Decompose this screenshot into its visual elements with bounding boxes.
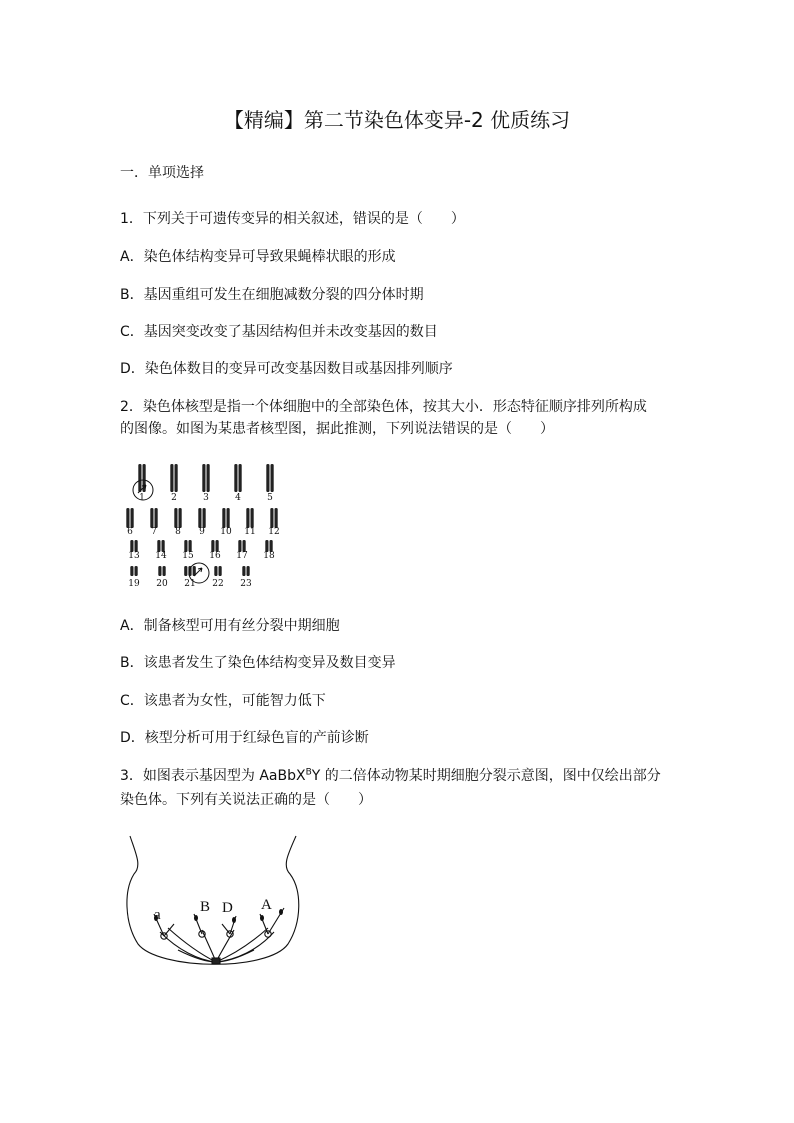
karyotype-number: 5 — [267, 493, 273, 503]
chromosome-3 — [202, 464, 205, 492]
q1-option-d: D．染色体数目的变异可改变基因数目或基因排列顺序 — [120, 361, 453, 377]
karyotype-circle-21 — [189, 563, 209, 583]
karyotype-figure — [120, 456, 290, 594]
karyotype-number: 20 — [156, 579, 168, 589]
gene-label-a-upper: A — [261, 897, 272, 913]
q2-option-b: B．该患者发生了染色体结构变异及数目变异 — [120, 655, 396, 671]
chromosome-21 — [184, 566, 187, 576]
karyotype-number: 22 — [212, 579, 224, 589]
chromosome-10 — [227, 508, 230, 528]
karyotype-number: 18 — [263, 551, 275, 561]
chromosome-4 — [234, 464, 237, 492]
karyotype-number: 23 — [240, 579, 252, 589]
q3-stem-part1: 3．如图表示基因型为 AaBbX — [120, 768, 306, 784]
chromosome-4 — [239, 464, 242, 492]
chromosome-8 — [174, 508, 177, 528]
karyotype-number: 3 — [203, 493, 209, 503]
chromosome-5 — [266, 464, 269, 492]
chromosome-11 — [251, 508, 254, 528]
chromosome-19 — [135, 566, 138, 576]
chromosome-6 — [131, 508, 134, 528]
karyotype-number: 2 — [171, 493, 177, 503]
chromosome-20 — [158, 566, 161, 576]
q2-option-c: C．该患者为女性，可能智力低下 — [120, 693, 326, 709]
karyotype-number: 8 — [175, 527, 181, 537]
karyotype-number: 19 — [128, 579, 140, 589]
chromosome-23 — [242, 566, 245, 576]
gene-label-a: a — [154, 907, 161, 923]
karyotype-number: 6 — [127, 527, 133, 537]
spindle-fiber — [216, 930, 234, 962]
karyotype-number: 16 — [209, 551, 221, 561]
karyotype-number: 9 — [199, 527, 205, 537]
karyotype-number: 14 — [155, 551, 167, 561]
gene-locus — [194, 915, 198, 921]
page-title: 【精编】第二节染色体变异-2 优质练习 — [223, 108, 571, 132]
karyotype-number: 7 — [151, 527, 157, 537]
q1-option-a: A．染色体结构变异可导致果蝇棒状眼的形成 — [120, 249, 396, 265]
chromosome-19 — [130, 566, 133, 576]
karyotype-number: 15 — [182, 551, 194, 561]
q3-stem-line1 — [120, 765, 661, 785]
chromosome-d — [222, 924, 230, 934]
chromosome-10 — [222, 508, 225, 528]
karyotype-number: 4 — [235, 493, 241, 503]
chromosome-12 — [275, 508, 278, 528]
chromosome-2 — [170, 464, 173, 492]
chromosome-9 — [203, 508, 206, 528]
q2-option-a: A．制备核型可用有丝分裂中期细胞 — [120, 618, 340, 634]
q2-stem-line1: 2．染色体核型是指一个体细胞中的全部染色体，按其大小．形态特征顺序排列所构成 — [120, 399, 647, 415]
karyotype-number: 11 — [244, 527, 256, 537]
karyotype-chromosomes — [126, 464, 280, 576]
karyotype-number: 21 — [184, 579, 196, 589]
gene-locus — [260, 915, 264, 921]
chromosome-7 — [155, 508, 158, 528]
chromosome-20 — [163, 566, 166, 576]
q3-stem-sup: B — [305, 767, 312, 778]
karyotype-number: 10 — [220, 527, 232, 537]
karyotype-number: 1 — [139, 493, 145, 503]
chromosome-9 — [198, 508, 201, 528]
q1-stem: 1．下列关于可遗传变异的相关叙述，错误的是（ ） — [120, 211, 465, 227]
chromosome-11 — [246, 508, 249, 528]
chromosome-12 — [270, 508, 273, 528]
chromosome-3 — [207, 464, 210, 492]
q2-option-d: D．核型分析可用于红绿色盲的产前诊断 — [120, 730, 369, 746]
chromosome-1 — [138, 464, 141, 492]
chromosome-8 — [179, 508, 182, 528]
chromosome-22 — [219, 566, 222, 576]
chromosome-2 — [175, 464, 178, 492]
chromosome-a — [164, 924, 174, 936]
q1-option-c: C．基因突变改变了基因结构但并未改变基因的数目 — [120, 324, 438, 340]
cell-division-figure — [118, 832, 308, 982]
karyotype-number: 12 — [268, 527, 280, 537]
spindle-fiber — [202, 930, 216, 962]
chromosome-23 — [247, 566, 250, 576]
chromosome-6 — [126, 508, 129, 528]
q1-option-b: B．基因重组可发生在细胞减数分裂的四分体时期 — [120, 287, 424, 303]
q2-stem-line2: 的图像。如图为某患者核型图，据此推测，下列说法错误的是（ ） — [120, 421, 554, 437]
spindle-fiber — [178, 950, 216, 962]
section-heading: 一．单项选择 — [120, 165, 204, 181]
chromosome-22 — [214, 566, 217, 576]
gene-label-d: D — [222, 900, 233, 916]
cell-membrane — [127, 836, 299, 964]
gene-locus — [232, 917, 236, 923]
karyotype-numbers — [127, 493, 280, 589]
karyotype-number: 17 — [236, 551, 248, 561]
chromosome-7 — [150, 508, 153, 528]
gene-label-b: B — [200, 899, 211, 915]
karyotype-number: 13 — [128, 551, 140, 561]
gene-locus — [279, 909, 283, 915]
chromosome-5 — [271, 464, 274, 492]
centriole — [212, 958, 220, 964]
q3-stem-part2: Y 的二倍体动物某时期细胞分裂示意图，图中仅绘出部分 — [311, 768, 661, 784]
q3-stem-line2: 染色体。下列有关说法正确的是（ ） — [120, 792, 372, 808]
